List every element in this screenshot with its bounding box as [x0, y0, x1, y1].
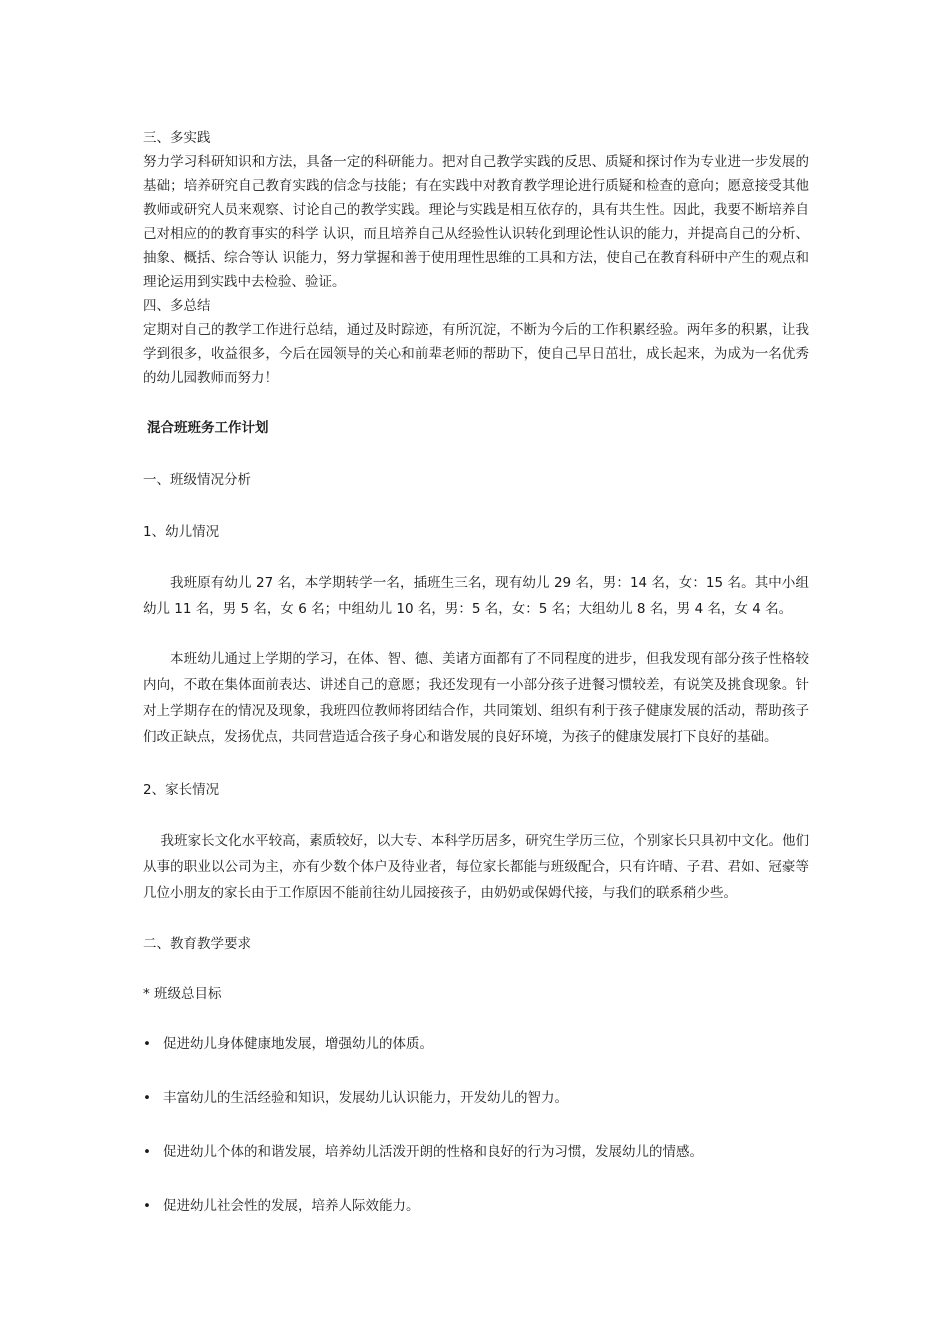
section-3-heading: 三、多实践	[143, 130, 211, 146]
document-page	[143, 126, 809, 1218]
parents-heading: 2、家长情况	[143, 782, 220, 798]
section-4-body: 定期对自己的教学工作进行总结，通过及时踪迹，有所沉淀，不断为今后的工作积累经验。两年多的积累，让我学到很多，收益很多，今后在园领导的关心和前辈老师的帮助下，使自己早日茁壮，成长起来，为成为一名优秀的幼儿园教师而努力！	[143, 322, 809, 386]
part-1-heading: 一、班级情况分析	[143, 472, 251, 488]
plan-title: 混合班班务工作计划	[147, 420, 269, 436]
bullet-icon: •	[143, 1144, 151, 1160]
parents-paragraph: 我班家长文化水平较高，素质较好，以大专、本科学历居多，研究生学历三位，个别家长只具初中文化。他们从事的职业以公司为主，亦有少数个体户及待业者，每位家长都能与班级配合，只有许晴、子君、君如、冠豪等几位小朋友的家长由于工作原因不能前往幼儿园接孩子，由奶奶或保姆代接，与我们的联系稍少些。	[143, 833, 809, 901]
section-3-body: 努力学习科研知识和方法，具备一定的科研能力。把对自己教学实践的反思、质疑和探讨作为专业进一步发展的基础；培养研究自己教育实践的信念与技能；有在实践中对教育教学理论进行质疑和检查的意向；愿意接受其他教师或研究人员来观察、讨论自己的教学实践。理论与实践是相互依存的，具有共生性。因此，我要不断培养自己对相应的的教育事实的科学 认识，而且培养自己从经验性认识转化到理论性认识的能力，并提高自己的分析、抽象、概括、综合等认 识能力，努力掌握和善于使用理性思维的工具和方法，使自己在教育科研中产生的观点和理论运用到实践中去检验、验证。	[143, 154, 809, 290]
goal-item	[143, 1032, 809, 1056]
part-2-heading: 二、教育教学要求	[143, 936, 251, 952]
children-heading: 1、幼儿情况	[143, 524, 220, 540]
bullet-icon: •	[143, 1198, 151, 1214]
goal-text: 促进幼儿社会性的发展，培养人际效能力。	[163, 1198, 420, 1214]
goal-heading: * 班级总目标	[143, 986, 222, 1002]
goal-text: 促进幼儿身体健康地发展，增强幼儿的体质。	[163, 1036, 433, 1052]
bullet-icon: •	[143, 1036, 151, 1052]
goal-text: 促进幼儿个体的和谐发展，培养幼儿活泼开朗的性格和良好的行为习惯，发展幼儿的情感。	[163, 1144, 703, 1160]
bullet-icon: •	[143, 1090, 151, 1106]
section-4-heading: 四、多总结	[143, 298, 211, 314]
goal-text: 丰富幼儿的生活经验和知识，发展幼儿认识能力，开发幼儿的智力。	[163, 1090, 568, 1106]
goal-item	[143, 1086, 809, 1110]
goal-item	[143, 1194, 809, 1218]
children-paragraph-2: 本班幼儿通过上学期的学习，在体、智、德、美诸方面都有了不同程度的进步，但我发现有部分孩子性格较内向，不敢在集体面前表达、讲述自己的意愿；我还发现有一小部分孩子进餐习惯较差，有说笑及挑食现象。针对上学期存在的情况及现象，我班四位教师将团结合作，共同策划、组织有利于孩子健康发展的活动，帮助孩子们改正缺点，发扬优点，共同营造适合孩子身心和谐发展的良好环境，为孩子的健康发展打下良好的基础。	[143, 651, 809, 745]
goal-item	[143, 1140, 809, 1164]
children-paragraph-1: 我班原有幼儿 27 名，本学期转学一名，插班生三名，现有幼儿 29 名，男：14 名，女：15 名。其中小组幼儿 11 名，男 5 名，女 6 名；中组幼儿 10 名，男：5 名，女：5 名；大组幼儿 8 名，男 4 名，女 4 名。	[143, 575, 809, 617]
